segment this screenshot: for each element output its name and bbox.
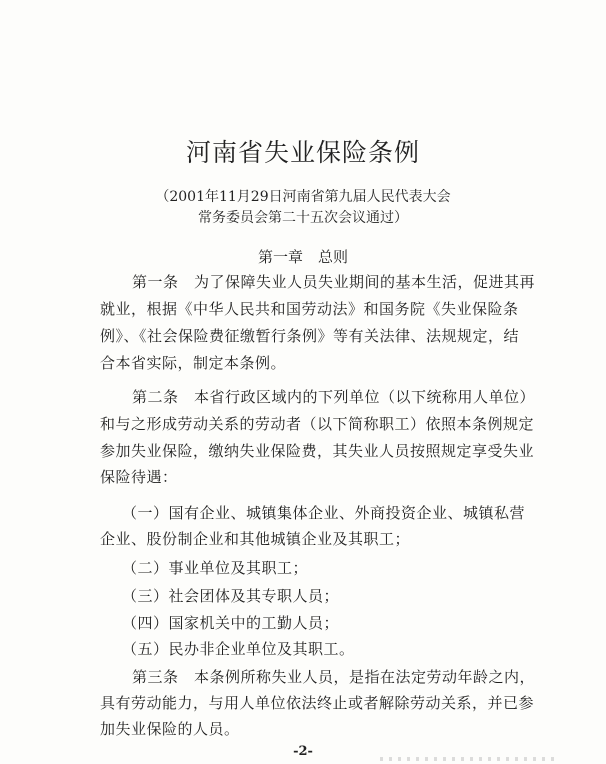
list-item: 企业、股份制企业和其他城镇企业及其职工； [100,530,411,548]
body-line: 参加失业保险，缴纳失业保险费，其失业人员按照规定享受失业 [100,442,535,460]
scan-noise [380,757,560,761]
body-line: 第一条 为了保障失业人员失业期间的基本生活，促进其再 [132,273,536,291]
body-line: 具有劳动能力，与用人单位依法终止或者解除劳动关系，并已参 [100,694,535,712]
chapter-heading: 第一章 总则 [257,248,348,266]
list-item: （一）国有企业、城镇集体企业、外商投资企业、城镇私营 [122,504,526,522]
body-line: 保险待遇： [100,468,178,486]
page-number: -2- [293,744,313,759]
subtitle-line-1: （2001年11月29日河南省第九届人民代表大会 [155,189,451,205]
list-item: （四）国家机关中的工勤人员； [122,614,340,632]
list-item: （三）社会团体及其专职人员； [122,587,340,605]
body-line: 第二条 本省行政区域内的下列单位（以下统称用人单位） [132,388,536,406]
list-item: （五）民办非企业单位及其职工。 [122,640,355,658]
body-line: 加失业保险的人员。 [100,720,240,738]
list-item: （二）事业单位及其职工； [122,559,309,577]
body-line: 和与之形成劳动关系的劳动者（以下简称职工）依照本条例规定 [100,415,535,433]
body-line: 例》、《社会保险费征缴暂行条例》等有关法律、法规规定，结 [100,327,520,345]
body-line: 就业，根据《中华人民共和国劳动法》和国务院《失业保险条 [100,300,519,318]
document-title: 河南省失业保险条例 [185,138,420,167]
subtitle-line-2: 常务委员会第二十五次会议通过） [198,210,408,226]
body-line: 第三条 本条例所称失业人员，是指在法定劳动年龄之内， [132,668,536,686]
body-line: 合本省实际，制定本条例。 [100,354,287,372]
